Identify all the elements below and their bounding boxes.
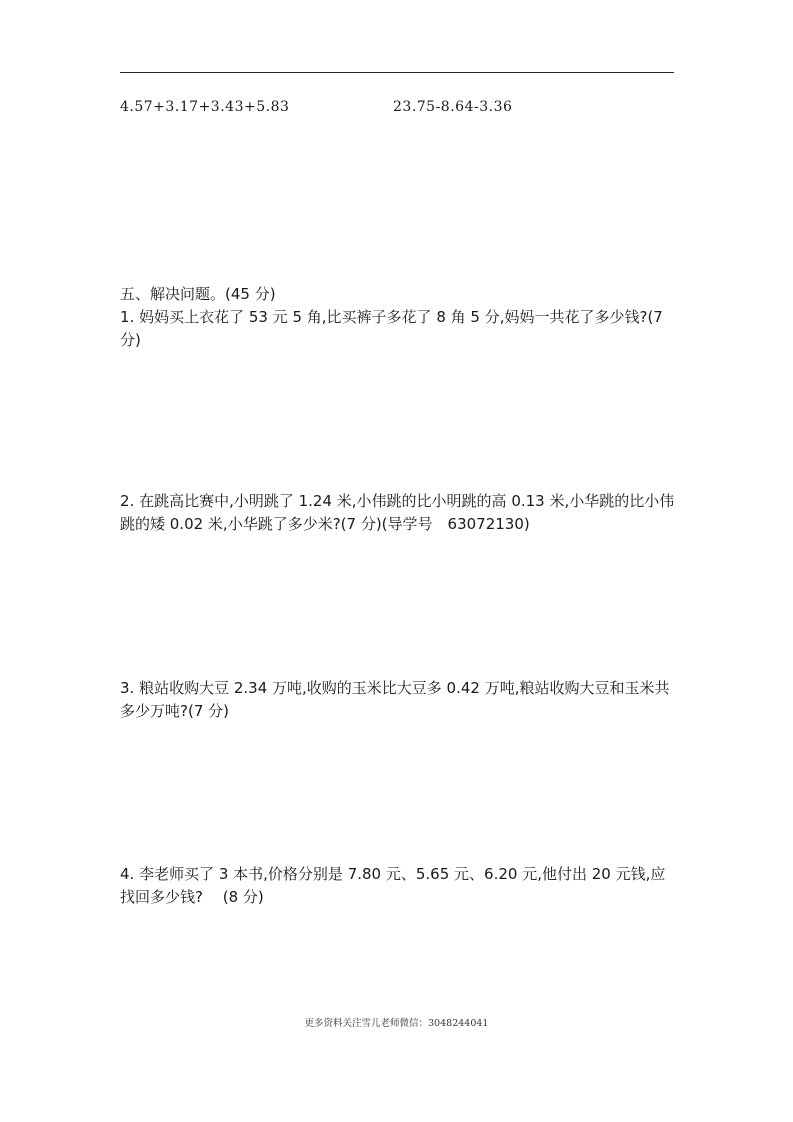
header-rule [120,72,674,73]
problem-2: 2. 在跳高比赛中,小明跳了 1.24 米,小伟跳的比小明跳的高 0.13 米,小华跳的比小伟跳的矮 0.02 米,小华跳了多少米?(7 分)(导学号 63072130) [120,492,675,533]
problem-3: 3. 粮站收购大豆 2.34 万吨,收购的玉米比大豆多 0.42 万吨,粮站收购大豆和玉米共多少万吨?(7 分) [120,679,670,720]
section-title: 五、解决问题。(45 分) [120,285,276,303]
calculation-expression-1: 4.57+3.17+3.43+5.83 [120,99,290,115]
problem-1: 1. 妈妈买上衣花了 53 元 5 角,比买裤子多花了 8 角 5 分,妈妈一共花了多少钱?(7 分) [120,308,663,349]
calculation-expression-2: 23.75-8.64-3.36 [393,99,513,115]
problem-4: 4. 李老师买了 3 本书,价格分别是 7.80 元、5.65 元、6.20 元,他付出 20 元钱,应找回多少钱? (8 分) [120,865,666,906]
footer-note: 更多资料关注雪儿老师微信：3048244041 [304,1018,489,1029]
